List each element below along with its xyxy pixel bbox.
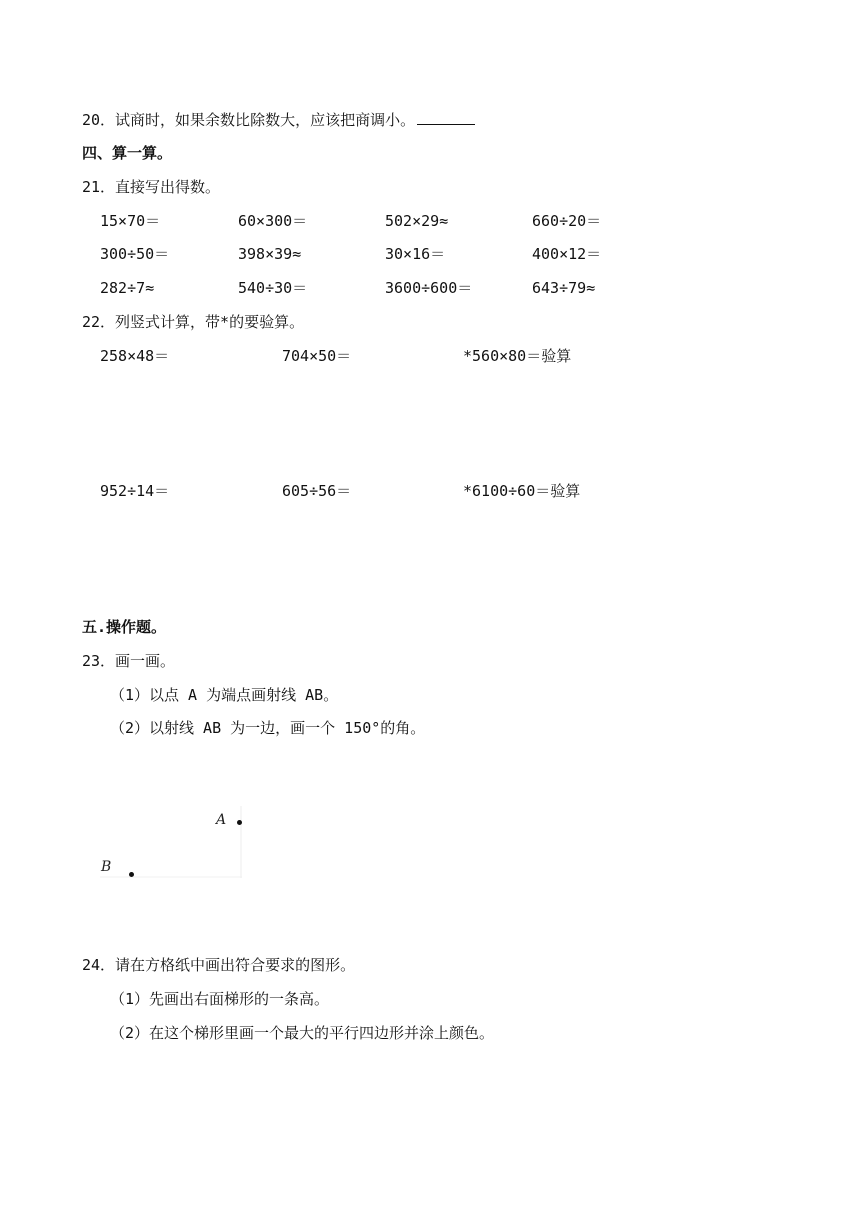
calc-item: 300÷50＝ [100,245,170,263]
point-figure [100,806,242,878]
question-24-sub1: （1）先画出右面梯形的一条高。 [110,990,330,1008]
question-24-sub2: （2）在这个梯形里画一个最大的平行四边形并涂上颜色。 [110,1024,495,1042]
point-b-dot [129,872,134,877]
vertical-calc-item: 605÷56＝ [282,482,352,500]
calc-item: 400×12＝ [532,245,602,263]
calc-item: 643÷79≈ [532,279,596,297]
vertical-calc-item: *560×80＝验算 [463,347,572,365]
calc-item: 398×39≈ [238,245,302,263]
calc-item: 60×300＝ [238,212,308,230]
question-22-title: 22．列竖式计算，带*的要验算。 [82,313,305,331]
point-a-label: A [216,812,227,828]
vertical-calc-item: *6100÷60＝验算 [463,482,581,500]
section-4-title: 四、算一算。 [82,144,173,162]
question-23-title: 23．画一画。 [82,652,176,670]
calc-item: 540÷30＝ [238,279,308,297]
question-21-title: 21．直接写出得数。 [82,178,221,196]
vertical-calc-item: 952÷14＝ [100,482,170,500]
calc-item: 15×70＝ [100,212,161,230]
answer-blank[interactable] [417,110,475,125]
question-20 [82,110,475,130]
question-23-sub2: （2）以射线 AB 为一边，画一个 150°的角。 [110,719,426,737]
calc-item: 3600÷600＝ [385,279,473,297]
question-23-sub1: （1）以点 A 为端点画射线 AB。 [110,686,339,704]
point-a-dot [237,820,242,825]
calc-item: 282÷7≈ [100,279,155,297]
question-20-text: 20．试商时，如果余数比除数大，应该把商调小。 [82,111,416,129]
vertical-calc-item: 258×48＝ [100,347,170,365]
calc-item: 30×16＝ [385,245,446,263]
question-24-title: 24．请在方格纸中画出符合要求的图形。 [82,956,356,974]
point-b-label: B [101,859,112,875]
calc-item: 502×29≈ [385,212,449,230]
vertical-calc-item: 704×50＝ [282,347,352,365]
section-5-title: 五.操作题。 [82,618,167,636]
calc-item: 660÷20＝ [532,212,602,230]
